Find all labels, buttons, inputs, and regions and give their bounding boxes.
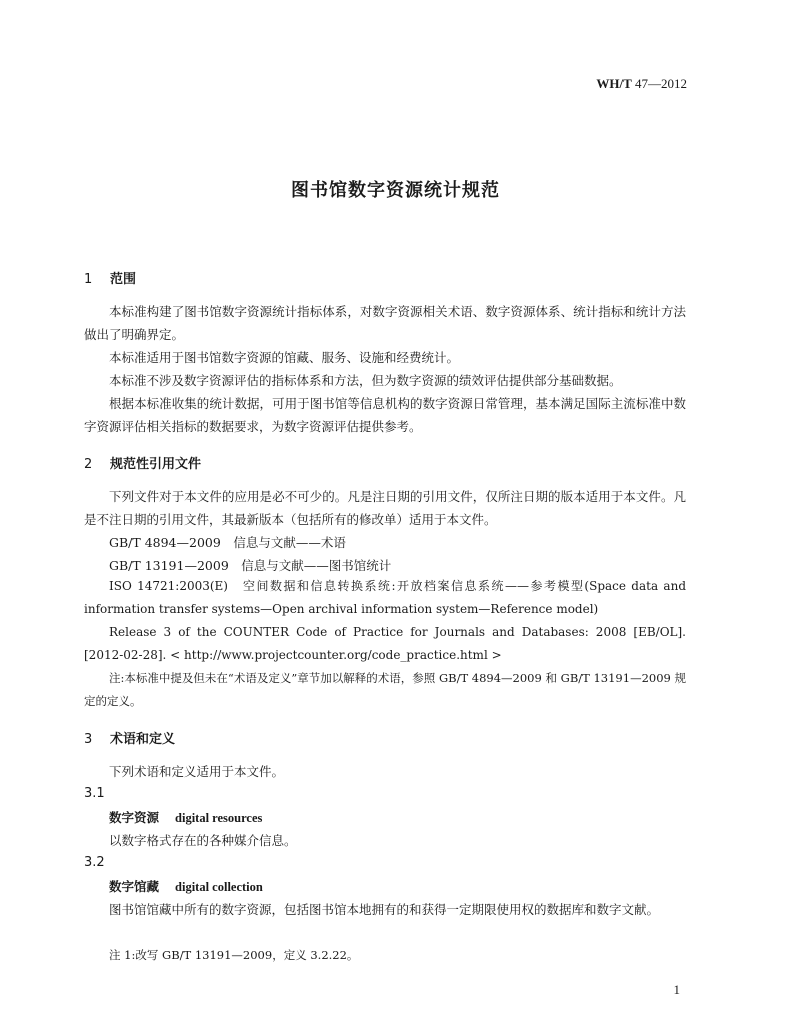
standard-code-number: 47—2012 — [631, 76, 687, 91]
section-2-note: 注:本标准中提及但未在“术语及定义”章节加以解释的术语，参照 GB/T 4894—2009 和 GB/T 13191—2009 规定的定义。 — [84, 671, 686, 708]
term-3-2-heading — [109, 877, 263, 895]
term-english: digital collection — [175, 880, 263, 894]
term-3-2-number: 3.2 — [84, 855, 105, 870]
section-3-paragraph-1: 下列术语和定义适用于本文件。 — [109, 764, 285, 779]
document-title: 图书馆数字资源统计规范 — [291, 180, 500, 201]
term-3-1-heading — [109, 808, 262, 826]
term-3-1-definition: 以数字格式存在的各种媒介信息。 — [109, 833, 297, 848]
reference-iso-14721: ISO 14721:2003(E) 空间数据和信息转换系统:开放档案信息系统——参考模型(Space data and information transfer systems—Open archival information system—Reference model) — [84, 579, 686, 616]
section-number: 2 — [84, 457, 93, 472]
section-1-paragraph-4: 根据本标准收集的统计数据，可用于图书馆等信息机构的数字资源日常管理，基本满足国际主流标准中数字资源评估相关指标的数据要求，为数字资源评估提供参考。 — [84, 396, 686, 434]
standard-code-prefix: WH/T — [596, 76, 632, 91]
section-1-paragraph-1: 本标准构建了图书馆数字资源统计指标体系，对数字资源相关术语、数字资源体系、统计指标和统计方法做出了明确界定。 — [84, 304, 686, 342]
section-2-heading — [84, 453, 201, 472]
standard-code — [596, 76, 687, 92]
section-title: 规范性引用文件 — [110, 457, 202, 472]
page-number: 1 — [673, 982, 680, 997]
section-1-heading — [84, 268, 136, 287]
term-english: digital resources — [175, 811, 263, 825]
section-1-paragraph-2: 本标准适用于图书馆数字资源的馆藏、服务、设施和经费统计。 — [109, 350, 460, 365]
reference-counter-release-3: Release 3 of the COUNTER Code of Practice for Journals and Databases: 2008 [EB/OL]. [2012-02-28]. < http://www.projectcounter.org/code_practice.html > — [84, 625, 686, 662]
reference-gb-t-13191: GB/T 13191—2009 信息与文献——图书馆统计 — [109, 558, 392, 573]
section-title: 范围 — [110, 272, 137, 287]
term-3-2-note: 注 1:改写 GB/T 13191—2009，定义 3.2.22。 — [109, 948, 359, 962]
term-3-1-number: 3.1 — [84, 786, 105, 801]
section-1-paragraph-3: 本标准不涉及数字资源评估的指标体系和方法，但为数字资源的绩效评估提供部分基础数据。 — [109, 373, 622, 388]
section-number: 3 — [84, 732, 93, 747]
section-title: 术语和定义 — [110, 732, 176, 747]
reference-gb-t-4894: GB/T 4894—2009 信息与文献——术语 — [109, 535, 346, 550]
section-3-heading — [84, 728, 175, 747]
term-chinese: 数字资源 — [109, 810, 160, 825]
term-3-2-definition: 图书馆馆藏中所有的数字资源，包括图书馆本地拥有的和获得一定期限使用权的数据库和数字文献。 — [109, 902, 660, 917]
section-2-paragraph-1: 下列文件对于本文件的应用是必不可少的。凡是注日期的引用文件，仅所注日期的版本适用于本文件。凡是不注日期的引用文件，其最新版本（包括所有的修改单）适用于本文件。 — [84, 489, 686, 527]
section-number: 1 — [84, 272, 93, 287]
term-chinese: 数字馆藏 — [109, 879, 160, 894]
